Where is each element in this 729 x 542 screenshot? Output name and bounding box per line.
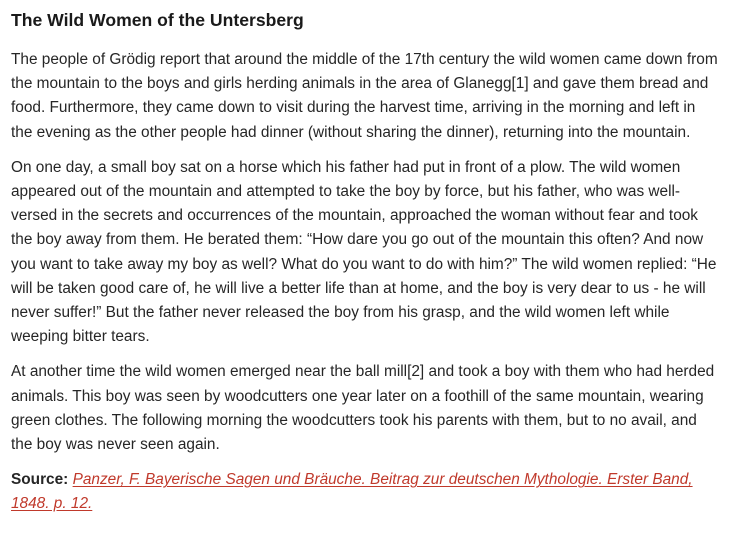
- story-paragraph-1: The people of Grödig report that around the middle of the 17th century the wild women came down from the mountain to the boys and girls herding animals in the area of Glanegg[1] and gave them bread and food. Furthermore, they came down to visit during the harvest time, arriving in the morning and left in the evening as the other people had dinner (without sharing the dinner), returning into the mountain.: [11, 51, 718, 141]
- story-paragraph-3: At another time the wild women emerged near the ball mill[2] and took a boy with them who had herded animals. This boy was seen by woodcutters one year later on a foothill of the same mountain, wearing green clothes. The following morning the woodcutters took his parents with them, but to no avail, and the boy was never seen again.: [11, 363, 715, 454]
- story-paragraph-2: On one day, a small boy sat on a horse which his father had put in front of a plow. The wild women appeared out of the mountain and attempted to take the boy by force, but his father, who was well-versed in the secrets and occurrences of the mountain, approached the woman without fear and took the boy away from them. He berated them: “How dare you go out of the mountain this often? And now you want to take away my boy as well? What do you want to do with him?” The wild women replied: “He will be taken good care of, he will live a better life than at home, and the boy is very dear to us - he will never suffer!” But the father never released the boy from his grasp, and the wild women left while weeping bitter tears.: [11, 158, 717, 346]
- source-link[interactable]: Panzer, F. Bayerische Sagen und Bräuche. Beitrag zur deutschen Mythologie. Erster Band, 1848. p. 12.: [11, 471, 693, 513]
- story-title: The Wild Women of the Untersberg: [11, 10, 304, 30]
- source-label: Source:: [11, 471, 69, 489]
- source-citation: [11, 468, 719, 516]
